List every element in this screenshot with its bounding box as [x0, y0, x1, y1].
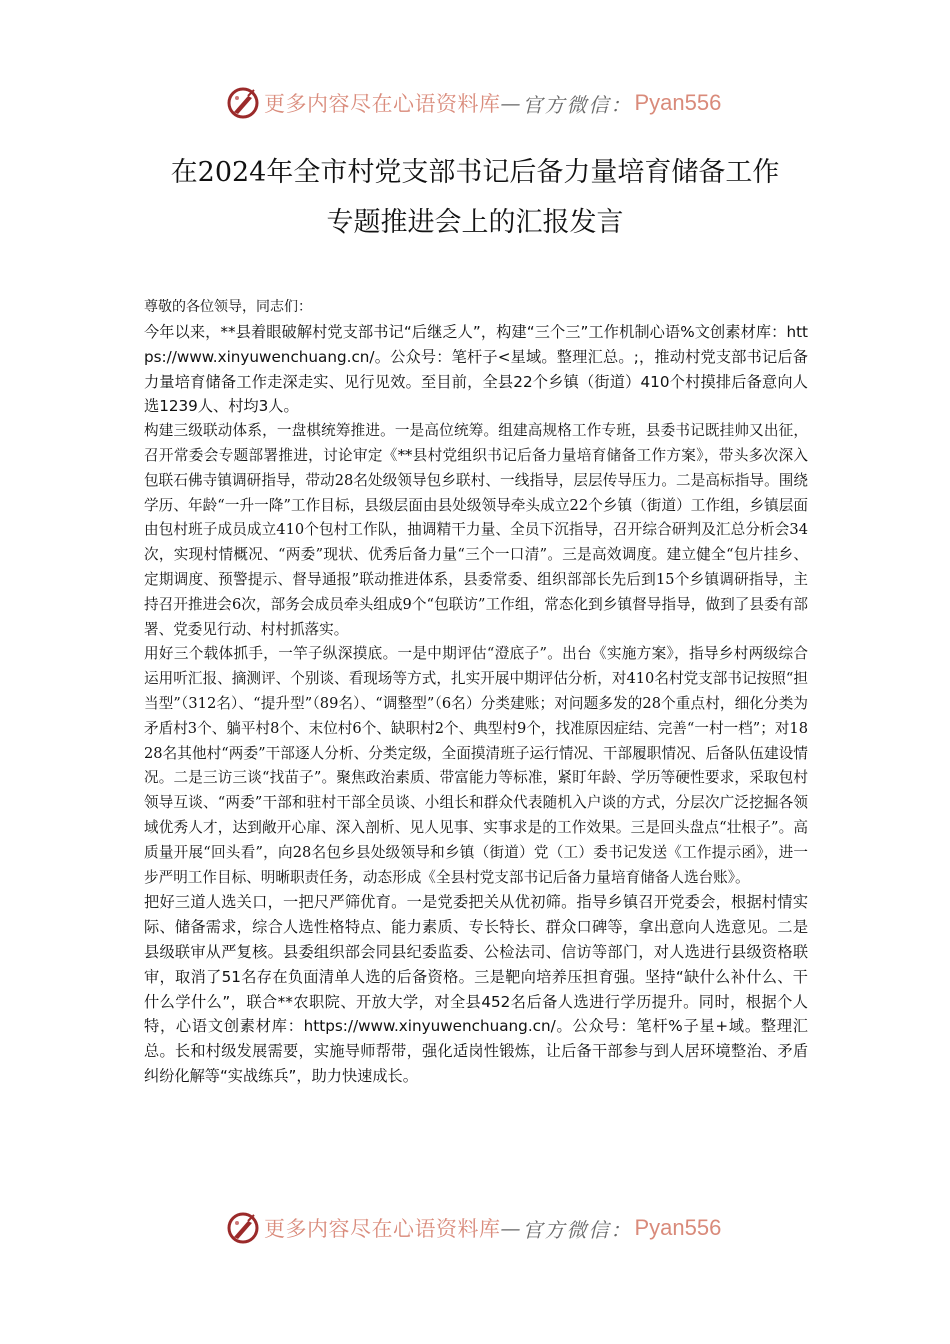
paragraph-three-checkpoints: 把好三道人选关口，一把尺严筛优育。一是党委把关从优初筛。指导乡镇召开党委会，根据村情实际、储备需求，综合人选性格特点、能力素质、专长特长、群众口碑等，拿出意向人选意见。二是县级联审从严复核。县委组织部会同县纪委监委、公检法司、信访等部门，对人选进行县级资格联审，取消了51名存在负面清单人选的后备资格。三是靶向培养压担育强。坚持“缺什么补什么、干什么学什么”，联合**农职院、开放大学，对全县452名后备人选进行学历提升。同时，根据个人特，心语文创素材库：https://www.xinyuwenchuang.cn/。公众号：笔杆%子星+域。整理汇总。长和村级发展需要，实施导师帮带，强化适岗性锻炼，让后备干部参与到人居环境整治、矛盾纠纷化解等“实战练兵”，助力快速成长。 — [144, 893, 808, 1085]
salutation: 尊敬的各位领导，同志们： — [144, 299, 312, 315]
quill-pen-logo-icon — [226, 1211, 260, 1245]
paragraph-linkage-system: 构建三级联动体系，一盘棋统筹推进。一是高位统筹。组建高规格工作专班，县委书记既挂帅又出征，召开常委会专题部署推进，讨论审定《**县村党组织书记后备力量培育储备工作方案》，带头多次深入包联石佛寺镇调研指导，带动28名处级领导包乡联村、一线指导，层层传导压力。二是高标指导。围绕学历、年龄“一升一降”工作目标，县级层面由县处级领导牵头成立22个乡镇（街道）工作组，乡镇层面由包村班子成员成立410个包村工作队，抽调精干力量、全员下沉指导，召开综合研判及汇总分析会34次，实现村情概况、“两委”现状、优秀后备力量“三个一口清”。三是高效调度。建立健全“包片挂乡、定期调度、预警提示、督导通报”联动推进体系，县委常委、组织部部长先后到15个乡镇调研指导，主持召开推进会6次，部务会成员牵头组成9个“包联访”工作组，常态化到乡镇督导指导，做到了县委有部署、党委见行动、村村抓落实。 — [144, 422, 808, 638]
banner-dash: — — [500, 1216, 523, 1240]
banner-slogan: 更多内容尽在心语资料库 — [264, 1217, 501, 1241]
paragraph-three-carriers: 用好三个载体抓手，一竿子纵深摸底。一是中期评估“澄底子”。出台《实施方案》，指导乡村两级综合运用听汇报、摘测评、个别谈、看现场等方式，扎实开展中期评估分析，对410名村党支部书记按照“担当型”（312名）、“提升型”（89名）、“调整型”（6名）分类建账；对问题多发的28个重点村，细化分类为矛盾村3个、躺平村8个、末位村6个、缺职村2个、典型村9个，找准原因症结、完善“一村一档”；对1828名其他村“两委”干部逐人分析、分类定级，全面摸清班子运行情况、干部履职情况、后备队伍建设情况。二是三访三谈“找苗子”。聚焦政治素质、带富能力等标准，紧盯年龄、学历等硬性要求，采取包村领导互谈、“两委”干部和驻村干部全员谈、小组长和群众代表随机入户谈的方式，分层次广泛挖掘各领域优秀人才，达到敞开心扉、深入剖析、见人见事、实事求是的工作效果。三是回头盘点“壮根子”。高质量开展“回头看”，向28名包乡县处级领导和乡镇（街道）党（工）委书记发送《工作提示函》，进一步严明工作目标、明晰职责任务，动态形成《全县村党支部书记后备力量培育储备人选台账》。 — [144, 645, 808, 886]
banner-dash: — — [500, 91, 523, 115]
title-line-1: 在2024年全市村党支部书记后备力量培育储备工作 — [170, 157, 780, 188]
header-watermark-banner — [226, 83, 726, 123]
banner-wechat-label: 官方微信： — [522, 1217, 633, 1242]
banner-wechat-label: 官方微信： — [522, 92, 633, 117]
footer-watermark-banner — [226, 1208, 726, 1248]
paragraph-intro: 今年以来，**县着眼破解村党支部书记“后继乏人”，构建“三个三”工作机制心语%文创素材库：https://www.xinyuwenchuang.cn/。公众号：笔杆子<星域。整理汇总。;，推动村党支部书记后备力量培育储备工作走深走实、见行见效。至目前，全县22个乡镇（街道）410个村摸排后备意向人选1239人、村均3人。 — [144, 323, 808, 416]
title-line-2: 专题推进会上的汇报发言 — [326, 207, 624, 238]
banner-slogan: 更多内容尽在心语资料库 — [264, 92, 501, 116]
document-body — [144, 296, 808, 1089]
banner-wechat-id: Pyan556 — [634, 1215, 722, 1240]
quill-pen-logo-icon — [226, 86, 260, 120]
banner-wechat-id: Pyan556 — [634, 90, 722, 115]
document-title — [120, 148, 830, 248]
